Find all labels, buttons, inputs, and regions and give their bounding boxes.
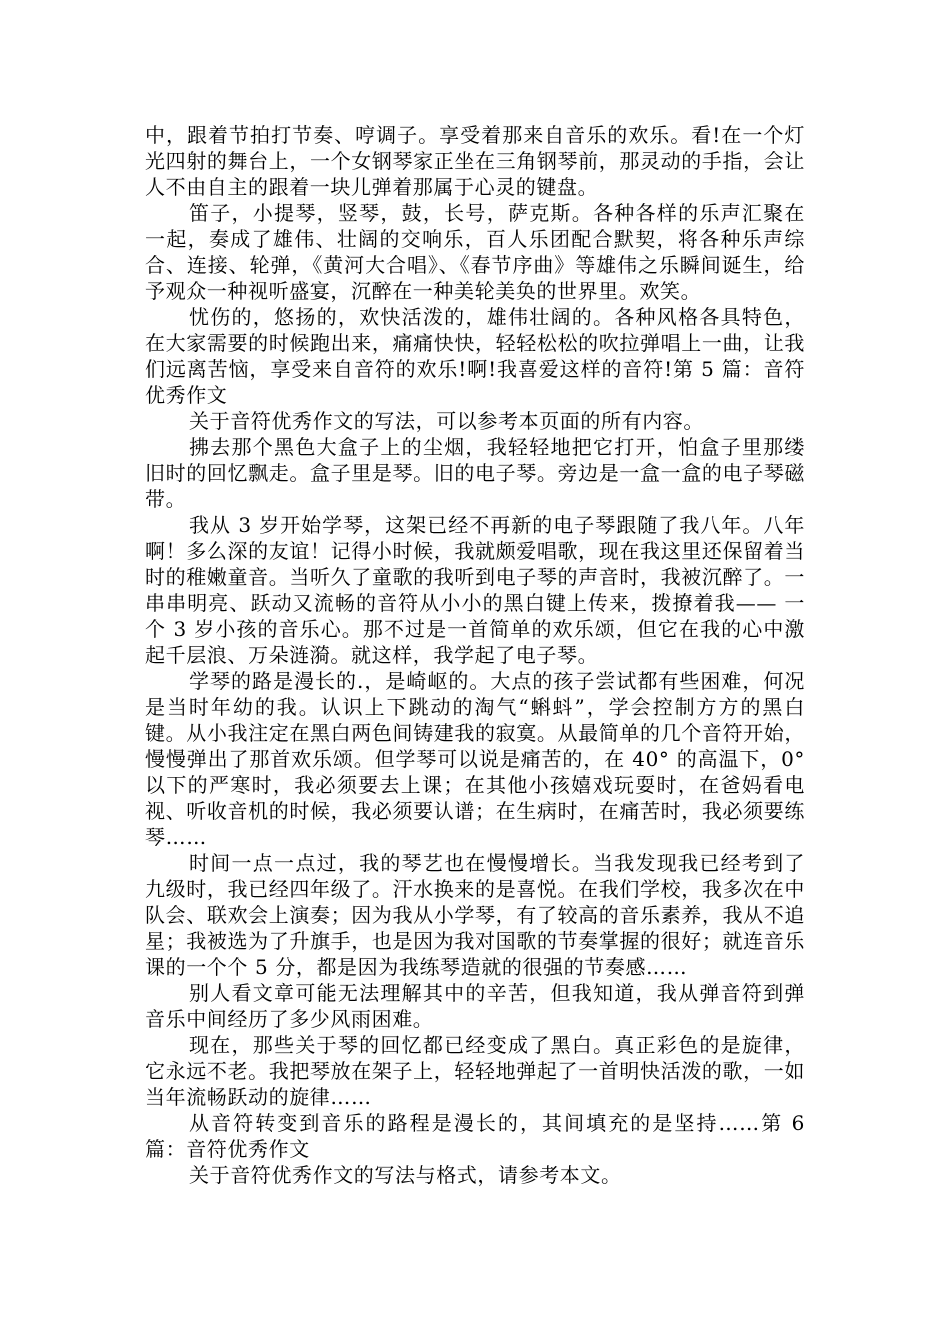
paragraph-3: 忧伤的，悠扬的，欢快活泼的，雄伟壮阔的。各种风格各具特色，在大家需要的时候跑出来，痛痛快快，轻轻松松的吹拉弹唱上一曲，让我们远离苦恼，享受来自音符的欢乐!啊!我喜爱这样的音符!第 5 篇：音符优秀作文 <box>145 305 805 407</box>
document-page <box>145 122 805 1188</box>
paragraph-8: 时间一点一点过，我的琴艺也在慢慢增长。当我发现我已经考到了九级时，我已经四年级了。汗水换来的是喜悦。在我们学校，我多次在中队会、联欢会上演奏；因为我从小学琴，有了较高的音乐素养，我从不追星；我被选为了升旗手，也是因为我对国歌的节奏掌握的很好；就连音乐课的一个个 5 分，都是因为我练琴造就的很强的节奏感…… <box>145 851 805 979</box>
paragraph-7: 学琴的路是漫长的.，是崎岖的。大点的孩子尝试都有些困难，何况是当时年幼的我。认识上下跳动的淘气“蝌蚪”，学会控制方方的黑白键。从小我注定在黑白两色间铸建我的寂寞。从最简单的几个音符开始，慢慢弹出了那首欢乐颂。但学琴可以说是痛苦的，在 40° 的高温下，0° 以下的严寒时，我必须要去上课；在其他小孩嬉戏玩耍时，在爸妈看电视、听收音机的时候，我必须要认谱；在生病时，在痛苦时，我必须要练琴…… <box>145 669 805 849</box>
paragraph-5: 拂去那个黑色大盒子上的尘烟，我轻轻地把它打开，怕盒子里那缕旧时的回忆飘走。盒子里是琴。旧的电子琴。旁边是一盒一盒的电子琴磁带。 <box>145 435 805 511</box>
paragraph-1: 中，跟着节拍打节奏、哼调子。享受着那来自音乐的欢乐。看!在一个灯光四射的舞台上，一个女钢琴家正坐在三角钢琴前，那灵动的手指，会让人不由自主的跟着一块儿弹着那属于心灵的键盘。 <box>145 123 805 199</box>
paragraph-12: 关于音符优秀作文的写法与格式，请参考本文。 <box>189 1163 622 1187</box>
paragraph-11: 从音符转变到音乐的路程是漫长的，其间填充的是坚持……第 6 篇：音符优秀作文 <box>145 1111 805 1161</box>
paragraph-4: 关于音符优秀作文的写法，可以参考本页面的所有内容。 <box>189 409 704 433</box>
paragraph-6: 我从 3 岁开始学琴，这架已经不再新的电子琴跟随了我八年。八年啊！多么深的友谊！记得小时候，我就颇爱唱歌，现在我这里还保留着当时的稚嫩童音。当听久了童歌的我听到电子琴的声音时，我被沉醉了。一串串明亮、跃动又流畅的音符从小小的黑白键上传来，拨撩着我—— 一个 3 岁小孩的音乐心。那不过是一首简单的欢乐颂，但它在我的心中激起千层浪、万朵涟漪。就这样，我学起了电子琴。 <box>145 513 805 667</box>
paragraph-10: 现在，那些关于琴的回忆都已经变成了黑白。真正彩色的是旋律，它永远不老。我把琴放在架子上，轻轻地弹起了一首明快活泼的歌，一如当年流畅跃动的旋律…… <box>145 1033 805 1109</box>
paragraph-2: 笛子，小提琴，竖琴，鼓，长号，萨克斯。各种各样的乐声汇聚在一起，奏成了雄伟、壮阔的交响乐，百人乐团配合默契，将各种乐声综合、连接、轮弹，《黄河大合唱》、《春节序曲》等雄伟之乐瞬间诞生，给予观众一种视听盛宴，沉醉在一种美轮美奂的世界里。欢笑。 <box>145 201 805 303</box>
paragraph-9: 别人看文章可能无法理解其中的辛苦，但我知道，我从弹音符到弹音乐中间经历了多少风雨困难。 <box>145 981 805 1031</box>
